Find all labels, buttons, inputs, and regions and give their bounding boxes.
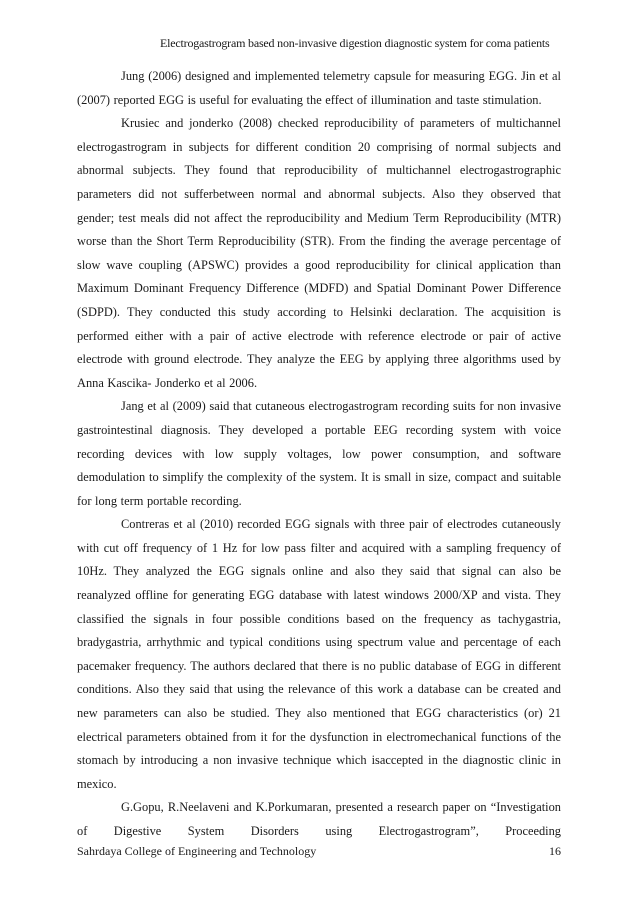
- paragraph-jang: Jang et al (2009) said that cutaneous electrogastrogram recording suits for non invasive gastrointestinal diagnosis. They developed a portable EEG recording system with voice recording devices with low supply voltages, low power consumption, and software demodulation to simplify the complexity of the system. It is small in size, compact and suitable for long term portable recording.: [77, 399, 561, 508]
- body-text: [77, 65, 561, 844]
- paragraph-krusiec: Krusiec and jonderko (2008) checked reproducibility of parameters of multichannel electrogastrogram in subjects for different condition 20 comprising of normal subjects and abnormal subjects. They found that reproducibility of multichannel electrogastrographic parameters did not sufferbetween normal and abnormal subjects. Also they observed that gender; test meals did not affect the reproducibility and Medium Term Reproducibility (MTR) worse than the Short Term Reproducibility (STR). From the finding the average percentage of slow wave coupling (APSWC) provides a good reproducibility for clinical application than Maximum Dominant Frequency Difference (MDFD) and Spatial Dominant Power Difference (SDPD). They conducted this study according to Helsinki declaration. The acquisition is performed either with a pair of active electrode with reference electrode or pair of active electrode with ground electrode. They analyze the EEG by applying three algorithms used by Anna Kascika- Jonderko et al 2006.: [77, 116, 561, 390]
- running-header: Electrogastrogram based non-invasive digestion diagnostic system for coma patients: [160, 36, 550, 50]
- paragraph-gopu: G.Gopu, R.Neelaveni and K.Porkumaran, presented a research paper on “Investigation of Digestive System Disorders using Electrogastrogram”, Proceeding: [77, 800, 561, 838]
- page-footer: [77, 844, 561, 858]
- paragraph-jung: Jung (2006) designed and implemented telemetry capsule for measuring EGG. Jin et al (2007) reported EGG is useful for evaluating the effect of illumination and taste stimulation.: [77, 69, 561, 107]
- footer-institution: Sahrdaya College of Engineering and Technology: [77, 844, 317, 858]
- paragraph-contreras: Contreras et al (2010) recorded EGG signals with three pair of electrodes cutaneously with cut off frequency of 1 Hz for low pass filter and acquired with a sampling frequency of 10Hz. They analyzed the EGG signals online and also they said that signal can also be reanalyzed offline for generating EGG database with latest windows 2000/XP and vista. They classified the signals in four possible conditions based on the frequency as tachygastria, bradygastria, arrhythmic and typical conditions using spectrum value and percentage of each pacemaker frequency. The authors declared that there is no public database of EGG in different conditions. Also they said that using the relevance of this work a database can be created and new parameters can also be studied. They also mentioned that EGG characteristics (or) 21 electrical parameters obtained from it for the dysfunction in electromechanical functions of the stomach by introducing a non invasive technique which isaccepted in the diagnostic clinic in mexico.: [77, 517, 561, 791]
- page-number: 16: [549, 844, 561, 858]
